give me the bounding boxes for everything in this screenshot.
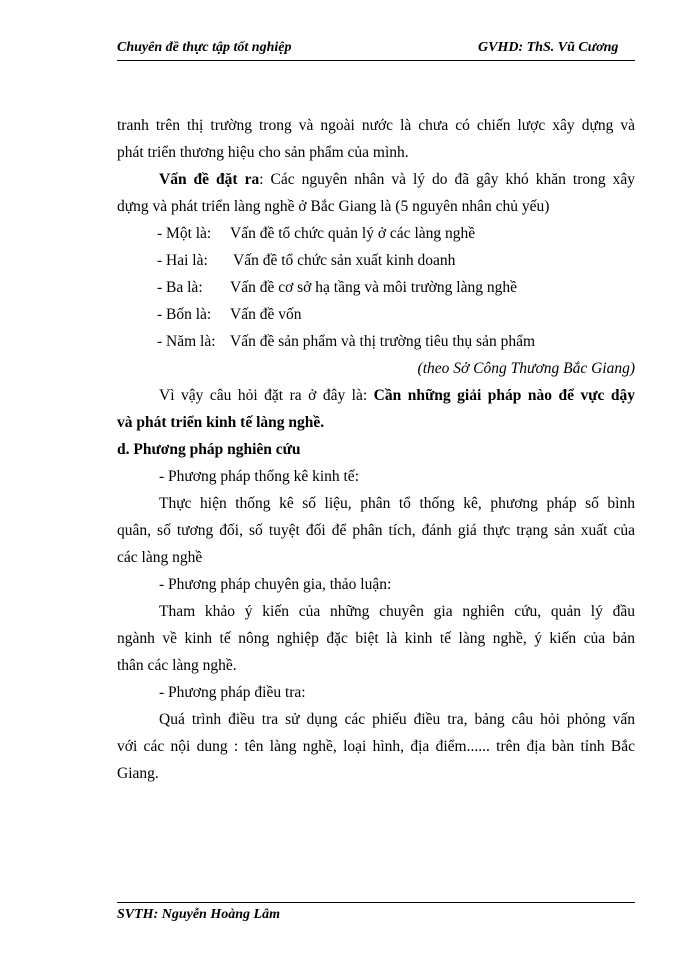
list-item-text: Vấn đề tổ chức quản lý ở các làng nghề bbox=[230, 225, 476, 242]
document-body bbox=[117, 112, 635, 787]
list-item-label: - Ba là: bbox=[157, 279, 203, 296]
page-header-right: GVHD: ThS. Vũ Cương bbox=[478, 40, 619, 55]
list-item-text: Vấn đề cơ sở hạ tầng và môi trường làng nghề bbox=[230, 279, 517, 296]
list-item bbox=[157, 328, 635, 355]
header-rule bbox=[117, 60, 635, 61]
paragraph-line: Giang. bbox=[117, 765, 159, 782]
list-item-text: Vấn đề sản phẩm và thị trường tiêu thụ sản phẩm bbox=[230, 333, 536, 350]
problem-label: Vấn đề đặt ra bbox=[159, 171, 260, 188]
source-citation: (theo Sở Công Thương Bắc Giang) bbox=[417, 360, 635, 377]
list-item bbox=[157, 220, 635, 247]
page-footer: SVTH: Nguyễn Hoàng Lâm bbox=[117, 907, 280, 922]
footer-rule bbox=[117, 902, 635, 903]
list-item bbox=[157, 247, 635, 274]
paragraph-line: Tham khảo ý kiến của những chuyên gia nghiên cứu, quản lý đầu bbox=[159, 603, 635, 620]
page-header-left: Chuyên đề thực tập tốt nghiệp bbox=[117, 40, 292, 55]
paragraph-line: ngành về kinh tế nông nghiệp đặc biệt là kinh tế làng nghề, ý kiến của bản bbox=[117, 630, 635, 647]
paragraph-line: dựng và phát triển làng nghề ở Bắc Giang là (5 nguyên nhân chủ yếu) bbox=[117, 198, 550, 215]
paragraph-line: phát triển thương hiệu cho sản phẩm của mình. bbox=[117, 144, 409, 161]
paragraph-line: Thực hiện thống kê số liệu, phân tổ thống kê, phương pháp số bình bbox=[159, 495, 635, 512]
list-item-text: Vấn đề vốn bbox=[230, 306, 302, 323]
method-title: - Phương pháp chuyên gia, thảo luận: bbox=[159, 576, 392, 593]
problem-text: : Các nguyên nhân và lý do đã gây khó khăn trong xây bbox=[259, 171, 635, 188]
question-bold: Cần những giải pháp nào để vực dậy bbox=[373, 387, 635, 404]
question-line bbox=[117, 382, 635, 409]
method-title: - Phương pháp điều tra: bbox=[159, 684, 306, 701]
list-item-label: - Một là: bbox=[157, 225, 212, 242]
paragraph-line: Quá trình điều tra sử dụng các phiếu điều tra, bảng câu hỏi phỏng vấn bbox=[159, 711, 635, 728]
paragraph-line: quân, số tương đối, số tuyệt đối để phân tích, đánh giá thực trạng sản xuất của bbox=[117, 522, 635, 539]
problem-statement bbox=[117, 166, 635, 193]
list-item-label: - Năm là: bbox=[157, 333, 216, 350]
list-item-text: Vấn đề tổ chức sản xuất kinh doanh bbox=[233, 252, 456, 269]
paragraph-line: tranh trên thị trường trong và ngoài nước là chưa có chiến lược xây dựng và bbox=[117, 117, 635, 134]
section-heading: d. Phương pháp nghiên cứu bbox=[117, 441, 301, 458]
list-item bbox=[157, 274, 635, 301]
list-item-label: - Hai là: bbox=[157, 252, 208, 269]
method-title: - Phương pháp thống kê kinh tế: bbox=[159, 468, 359, 485]
paragraph-line: thân các làng nghề. bbox=[117, 657, 237, 674]
question-lead: Vì vậy câu hỏi đặt ra ở đây là: bbox=[159, 387, 374, 404]
paragraph-line: các làng nghề bbox=[117, 549, 203, 566]
list-item-label: - Bốn là: bbox=[157, 306, 212, 323]
list-item bbox=[157, 301, 635, 328]
question-bold-continued: và phát triển kinh tế làng nghề. bbox=[117, 414, 325, 431]
reason-list bbox=[117, 220, 635, 355]
paragraph-line: với các nội dung : tên làng nghề, loại hình, địa điểm...... trên địa bàn tỉnh Bắc bbox=[117, 738, 635, 755]
